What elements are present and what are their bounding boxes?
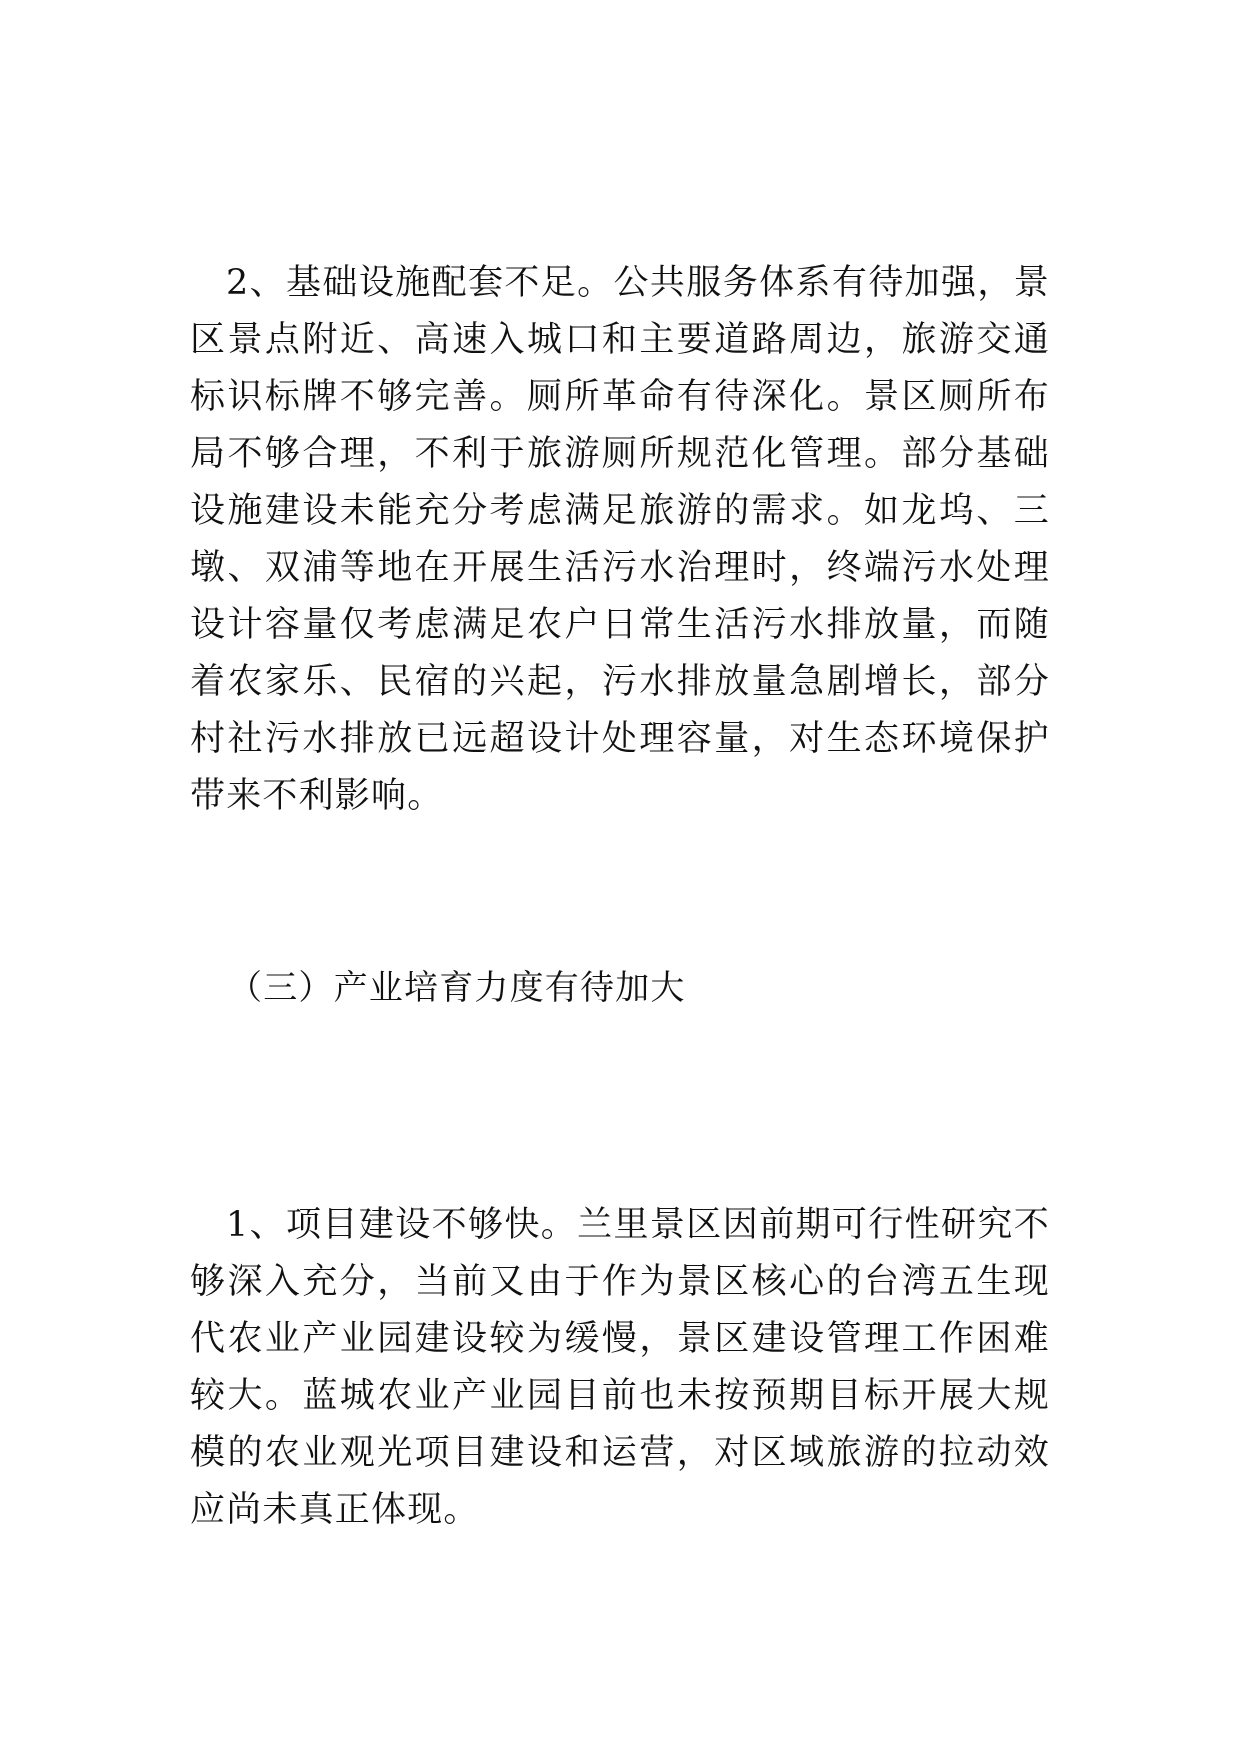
paragraph-projects: 1、项目建设不够快。兰里景区因前期可行性研究不够深入充分，当前又由于作为景区核心的台湾五生现代农业产业园建设较为缓慢，景区建设管理工作困难较大。蓝城农业产业园目前也未按预期目标开展大规模的农业观光项目建设和运营，对区域旅游的拉动效应尚未真正体现。 xyxy=(190,1205,1050,1530)
section-heading: （三）产业培育力度有待加大 xyxy=(228,968,686,1008)
paragraph-infrastructure: 2、基础设施配套不足。公共服务体系有待加强，景区景点附近、高速入城口和主要道路周边，旅游交通标识标牌不够完善。厕所革命有待深化。景区厕所布局不够合理，不利于旅游厕所规范化管理。部分基础设施建设未能充分考虑满足旅游的需求。如龙坞、三墩、双浦等地在开展生活污水治理时，终端污水处理设计容量仅考虑满足农户日常生活污水排放量，而随着农家乐、民宿的兴起，污水排放量急剧增长，部分村社污水排放已远超设计处理容量，对生态环境保护带来不利影响。 xyxy=(190,263,1050,816)
